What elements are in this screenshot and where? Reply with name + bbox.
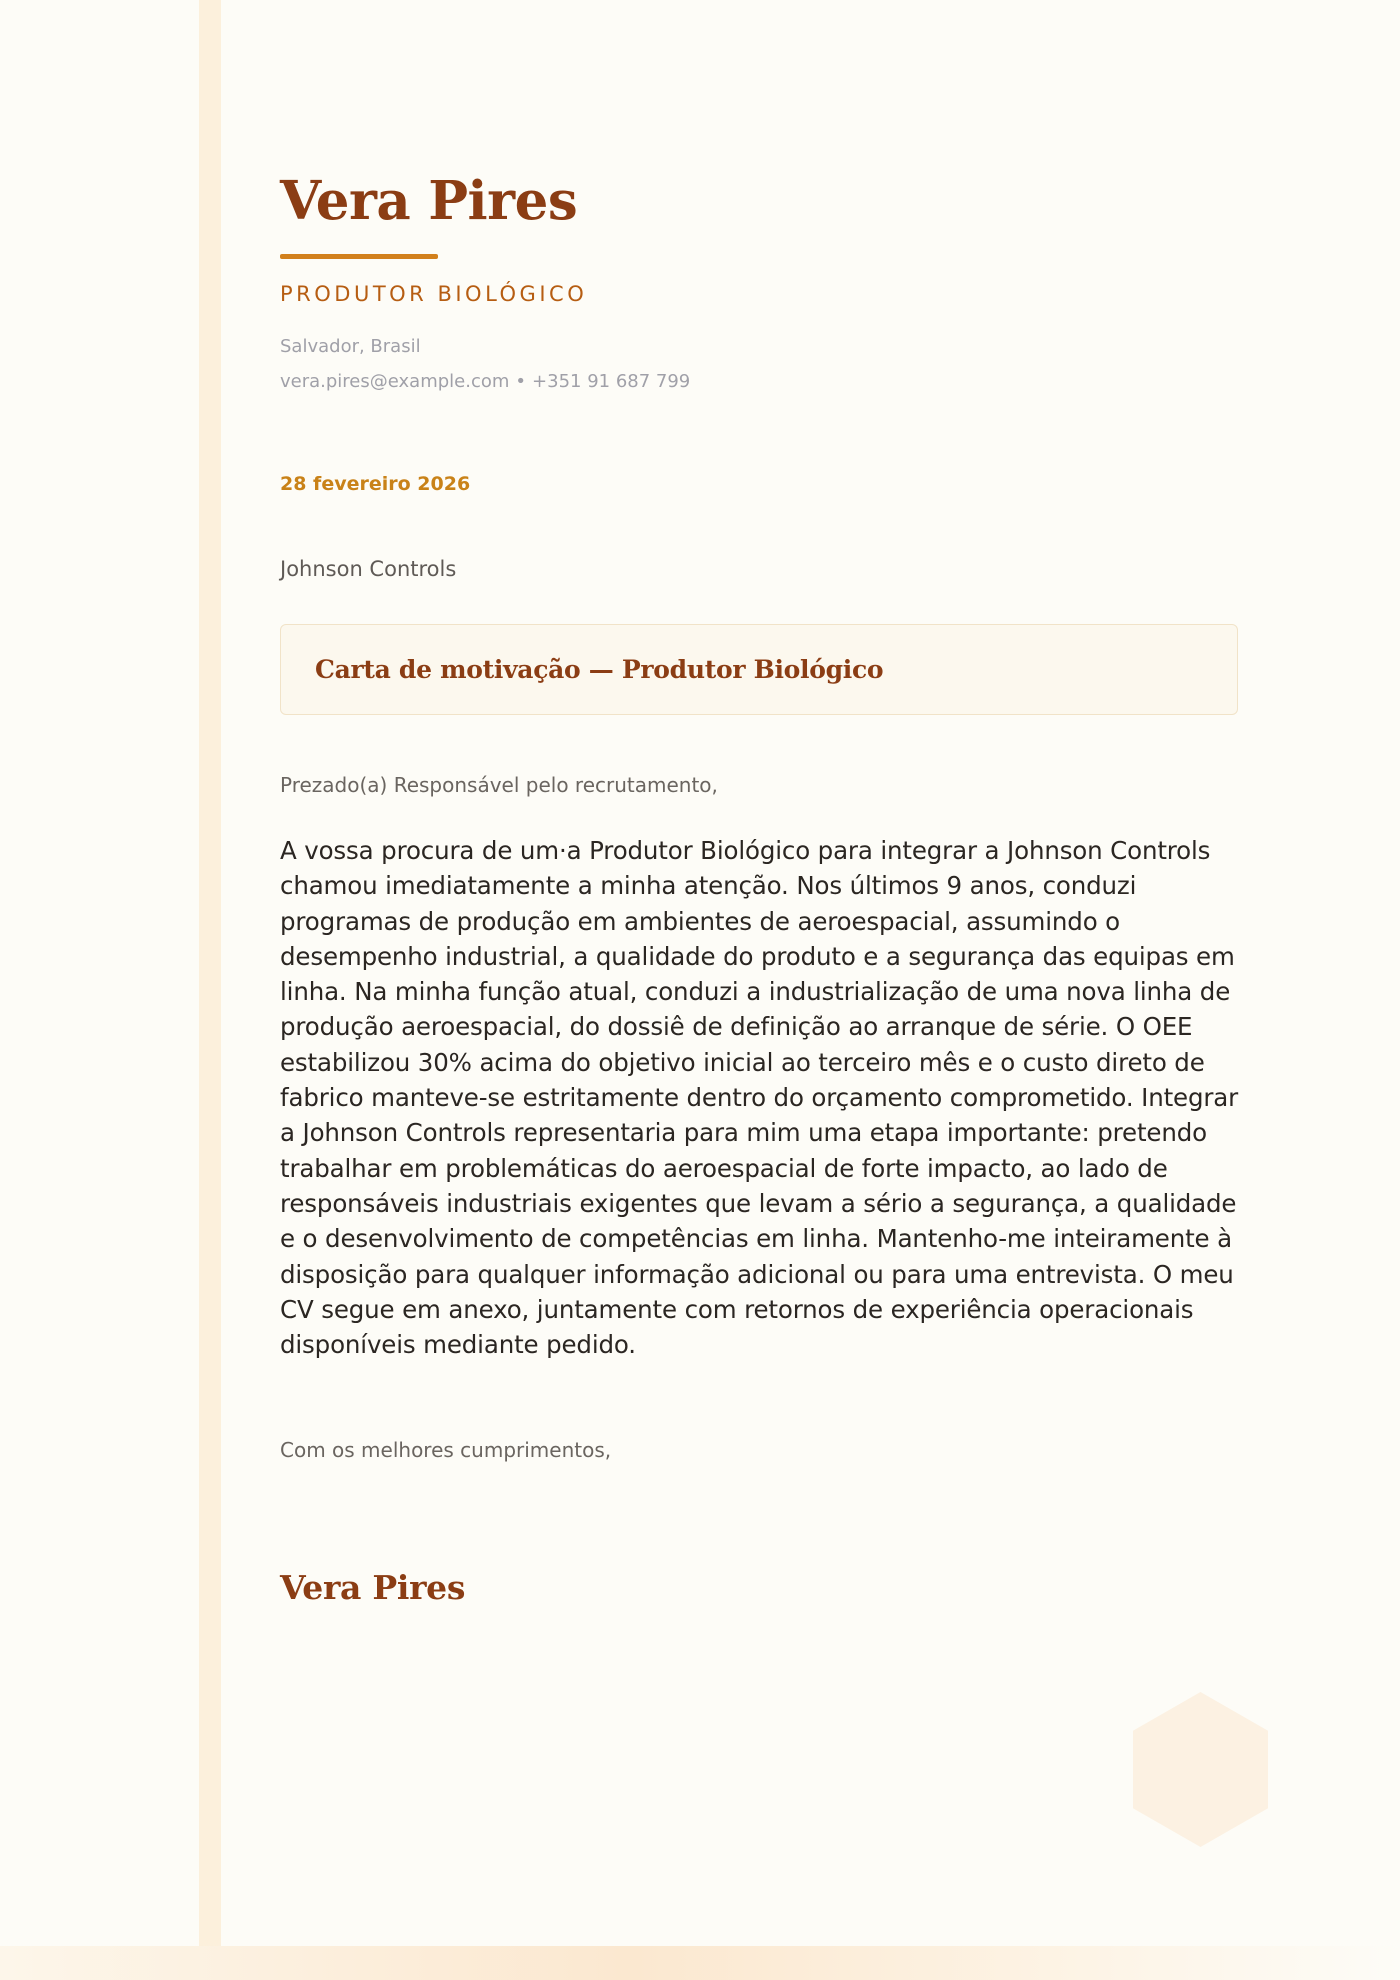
letter-salutation: Prezado(a) Responsável pelo recrutamento,: [280, 773, 718, 797]
letter-date: 28 fevereiro 2026: [280, 473, 471, 495]
recipient-company: Johnson Controls: [280, 557, 457, 581]
sender-email[interactable]: vera.pires@example.com: [280, 371, 510, 392]
sender-name: Vera Pires: [280, 170, 578, 232]
letter-content: [280, 160, 1240, 1608]
contact-separator: •: [515, 371, 527, 392]
letter-signature: Vera Pires: [280, 1568, 466, 1608]
letter-subject: Carta de motivação — Produtor Biológico: [315, 655, 884, 684]
letter-body: A vossa procura de um·a Produtor Biológico para integrar a Johnson Controls chamou imediatamente a minha atenção. Nos últimos 9 anos, conduzi programas de produção em ambientes de aeroespacial, assumindo o desempenho industrial, a qualidade do produto e a segurança das equipas em linha. Na minha função atual, conduzi a industrialização de uma nova linha de produção aeroespacial, do dossiê de definição ao arranque de série. O OEE estabilizou 30% acima do objetivo inicial ao terceiro mês e o custo direto de fabrico manteve-se estritamente dentro do orçamento comprometido. Integrar a Johnson Controls representaria para mim uma etapa importante: pretendo trabalhar em problemáticas do aeroespacial de forte impacto, ao lado de responsáveis industriais exigentes que levam a sério a segurança, a qualidade e o desenvolvimento de competências em linha. Mantenho-me inteiramente à disposição para qualquer informação adicional ou para uma entrevista. O meu CV segue em anexo, juntamente com retornos de experiência operacionais disponíveis mediante pedido.: [280, 836, 1239, 1360]
contact-line: [280, 364, 1240, 399]
contact-block: [280, 329, 1240, 399]
sender-phone[interactable]: +351 91 687 799: [532, 371, 691, 392]
left-accent-stripe: [199, 0, 221, 1980]
subject-box: [280, 624, 1238, 715]
sender-location: Salvador, Brasil: [280, 336, 421, 357]
bottom-gradient-band: [0, 1946, 1400, 1980]
letter-closing: Com os melhores cumprimentos,: [280, 1438, 612, 1463]
name-underline: [280, 254, 438, 259]
hexagon-decoration: [1133, 1692, 1268, 1847]
sender-job-title: PRODUTOR BIOLÓGICO: [280, 282, 588, 306]
